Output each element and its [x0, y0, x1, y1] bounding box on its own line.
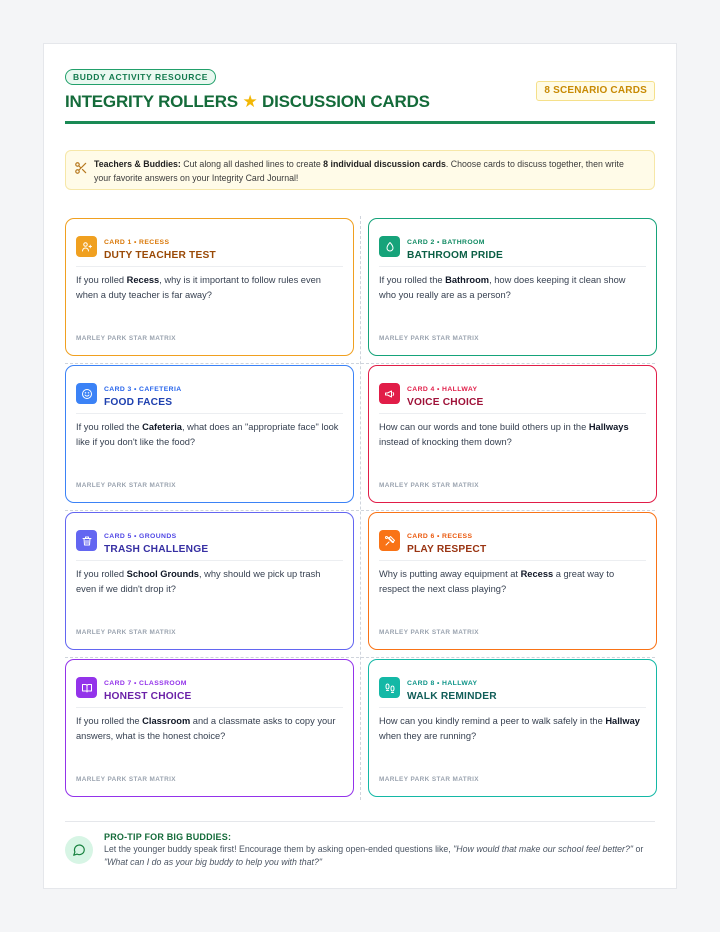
instructions-notice	[65, 150, 655, 190]
title-part-2: DISCUSSION CARDS	[262, 92, 430, 111]
tip-body: Let the younger buddy speak first! Encourage them by asking open-ended questions like,	[104, 844, 454, 854]
card-count-pill: 8 SCENARIO CARDS	[536, 81, 655, 101]
card-divider	[76, 266, 343, 267]
card-footer: MARLEY PARK STAR MATRIX	[379, 482, 479, 489]
card-footer: MARLEY PARK STAR MATRIX	[76, 776, 176, 783]
question-location: Hallway	[605, 716, 640, 726]
discussion-card	[65, 659, 354, 797]
activity-page	[43, 43, 677, 889]
card-divider	[379, 707, 646, 708]
question-post: and a classmate asks to copy your answers, what is the honest choice?	[76, 716, 336, 741]
card-footer: MARLEY PARK STAR MATRIX	[76, 629, 176, 636]
cut-line-horizontal	[65, 510, 655, 511]
card-title: VOICE CHOICE	[407, 397, 484, 408]
trash-icon	[76, 530, 97, 551]
card-title: TRASH CHALLENGE	[104, 544, 209, 555]
cut-line-horizontal	[65, 363, 655, 364]
card-kicker: CARD 8 • HALLWAY	[407, 680, 478, 687]
card-title: HONEST CHOICE	[104, 691, 192, 702]
question-pre: How can you kindly remind a peer to walk safely in the	[379, 716, 606, 726]
discussion-card	[368, 659, 657, 797]
card-kicker: CARD 5 • GROUNDS	[104, 533, 177, 540]
tip-question-1: "How would that make our school feel better?"	[453, 844, 634, 854]
question-post: , why should we pick up trash even if we didn't drop it?	[76, 569, 321, 594]
card-title: BATHROOM PRIDE	[407, 250, 503, 261]
card-title: PLAY RESPECT	[407, 544, 487, 555]
cut-line-horizontal	[65, 657, 655, 658]
tip-question-2: "What can I do as your big buddy to help you with that?"	[104, 857, 322, 867]
chat-bubble-icon	[65, 836, 93, 864]
card-divider	[76, 560, 343, 561]
card-question	[379, 714, 644, 744]
tip-text	[104, 843, 646, 869]
question-location: Classroom	[142, 716, 191, 726]
droplet-icon	[379, 236, 400, 257]
question-pre: Why is putting away equipment at	[379, 569, 521, 579]
card-question	[379, 567, 644, 597]
tip-mid: or	[633, 844, 644, 854]
card-question	[379, 420, 644, 450]
card-kicker: CARD 2 • BATHROOM	[407, 239, 485, 246]
footer-rule	[65, 821, 655, 822]
card-footer: MARLEY PARK STAR MATRIX	[379, 776, 479, 783]
question-post: , what does an "appropriate face" look like if you don't like the food?	[76, 422, 339, 447]
card-question	[76, 714, 341, 744]
discussion-card	[65, 365, 354, 503]
card-kicker: CARD 6 • RECESS	[407, 533, 473, 540]
question-pre: If you rolled the	[76, 716, 143, 726]
card-kicker: CARD 1 • RECESS	[104, 239, 170, 246]
question-location: Cafeteria	[142, 422, 182, 432]
question-post: a great way to respect the next class playing?	[379, 569, 615, 594]
question-location: Recess	[520, 569, 554, 579]
card-footer: MARLEY PARK STAR MATRIX	[379, 629, 479, 636]
card-title: FOOD FACES	[104, 397, 173, 408]
question-pre: How can our words and tone build others up in the	[379, 422, 589, 432]
title-rule	[65, 121, 655, 124]
card-kicker: CARD 4 • HALLWAY	[407, 386, 478, 393]
notice-lead: Teachers & Buddies:	[94, 159, 181, 169]
cut-line-vertical	[360, 216, 361, 800]
question-pre: If you rolled the	[379, 275, 446, 285]
question-post: , how does keeping it clean show who you really are as a person?	[379, 275, 626, 300]
card-divider	[379, 413, 646, 414]
card-footer: MARLEY PARK STAR MATRIX	[76, 482, 176, 489]
question-location: Bathroom	[445, 275, 490, 285]
question-post: instead of knocking them down?	[379, 437, 512, 447]
play-icon	[379, 530, 400, 551]
card-kicker: CARD 3 • CAFETERIA	[104, 386, 182, 393]
notice-bold: 8 individual discussion cards	[323, 159, 446, 169]
question-pre: If you rolled	[76, 275, 127, 285]
question-post: , why is it important to follow rules even when a duty teacher is far away?	[76, 275, 321, 300]
card-question	[76, 420, 341, 450]
card-question	[76, 567, 341, 597]
question-location: School Grounds	[126, 569, 199, 579]
card-footer: MARLEY PARK STAR MATRIX	[76, 335, 176, 342]
book-icon	[76, 677, 97, 698]
card-title: DUTY TEACHER TEST	[104, 250, 216, 261]
notice-text-2: . Choose cards to discuss together, then write your favorite answers on your Integrity Card Journal!	[94, 159, 624, 183]
megaphone-icon	[379, 383, 400, 404]
discussion-card	[65, 512, 354, 650]
question-post: when they are running?	[379, 731, 477, 741]
card-title: WALK REMINDER	[407, 691, 497, 702]
card-divider	[76, 707, 343, 708]
smile-icon	[76, 383, 97, 404]
tip-title: PRO-TIP FOR BIG BUDDIES:	[104, 832, 232, 842]
question-pre: If you rolled the	[76, 422, 143, 432]
instructions-text	[94, 158, 636, 185]
scissors-icon	[74, 161, 88, 175]
card-question	[379, 273, 644, 303]
person-icon	[76, 236, 97, 257]
card-footer: MARLEY PARK STAR MATRIX	[379, 335, 479, 342]
star-icon: ★	[242, 92, 258, 111]
card-kicker: CARD 7 • CLASSROOM	[104, 680, 187, 687]
footprints-icon	[379, 677, 400, 698]
question-location: Hallways	[588, 422, 629, 432]
question-pre: If you rolled	[76, 569, 127, 579]
discussion-card	[65, 218, 354, 356]
discussion-card	[368, 218, 657, 356]
page-title	[65, 92, 430, 112]
card-divider	[76, 413, 343, 414]
discussion-card	[368, 512, 657, 650]
card-question	[76, 273, 341, 303]
question-location: Recess	[126, 275, 160, 285]
title-part-1: INTEGRITY ROLLERS	[65, 92, 238, 111]
notice-text-1: Cut along all dashed lines to create	[180, 159, 324, 169]
resource-badge: BUDDY ACTIVITY RESOURCE	[65, 69, 216, 85]
card-divider	[379, 266, 646, 267]
discussion-card	[368, 365, 657, 503]
card-divider	[379, 560, 646, 561]
